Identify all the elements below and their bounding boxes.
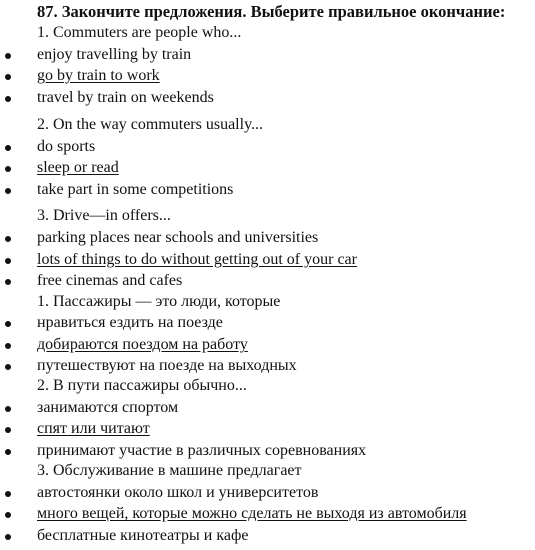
bullet-icon — [5, 364, 11, 370]
option-text-underlined: lots of things to do without getting out of your car — [37, 251, 357, 268]
option-text: путешествуют на поезде на выходных — [37, 357, 297, 374]
question-1-en-prompt: 1. Commuters are people who... — [37, 24, 242, 41]
question-3-ru-prompt: 3. Обслуживание в машине предлагает — [37, 462, 302, 479]
bullet-icon — [5, 96, 11, 102]
question-1-ru-prompt: 1. Пассажиры — это люди, которые — [37, 293, 281, 310]
bullet-icon — [5, 258, 11, 264]
option-text: travel by train on weekends — [37, 89, 214, 106]
bullet-icon — [5, 534, 11, 540]
option-text: нравиться ездить на поезде — [37, 314, 223, 331]
option-text: занимаются спортом — [37, 399, 179, 416]
option-text: enjoy travelling by train — [37, 46, 192, 63]
bullet-icon — [5, 343, 11, 349]
option-text: do sports — [37, 138, 96, 155]
option-text-underlined: sleep or read — [37, 159, 119, 176]
bullet-icon — [5, 53, 11, 59]
option-text-underlined: добираются поездом на работу — [37, 336, 248, 353]
exercise-title: 87. Закончите предложения. Выберите правильное окончание: — [37, 2, 506, 21]
option-text-underlined: go by train to work — [37, 67, 160, 84]
option-text-underlined: спят или читают — [37, 420, 150, 437]
bullet-icon — [5, 512, 11, 518]
bullet-icon — [5, 74, 11, 80]
question-2-en-prompt: 2. On the way commuters usually... — [37, 116, 264, 133]
bullet-icon — [5, 449, 11, 455]
bullet-icon — [5, 166, 11, 172]
bullet-icon — [5, 427, 11, 433]
bullet-icon — [5, 188, 11, 194]
bullet-icon — [5, 279, 11, 285]
bullet-icon — [5, 145, 11, 151]
bullet-icon — [5, 321, 11, 327]
bullet-icon — [5, 491, 11, 497]
option-text: принимают участие в различных соревнованиях — [37, 442, 367, 459]
bullet-icon — [5, 406, 11, 412]
option-text: автостоянки около школ и университетов — [37, 484, 319, 501]
bullet-icon — [5, 236, 11, 242]
option-text: take part in some competitions — [37, 181, 234, 198]
option-text: бесплатные кинотеатры и кафе — [37, 527, 249, 544]
option-text-underlined: много вещей, которые можно сделать не выходя из автомобиля — [37, 505, 467, 522]
option-text: parking places near schools and universities — [37, 229, 319, 246]
option-text: free cinemas and cafes — [37, 272, 183, 289]
question-2-ru-prompt: 2. В пути пассажиры обычно... — [37, 377, 247, 394]
question-3-en-prompt: 3. Drive—in offers... — [37, 207, 171, 224]
